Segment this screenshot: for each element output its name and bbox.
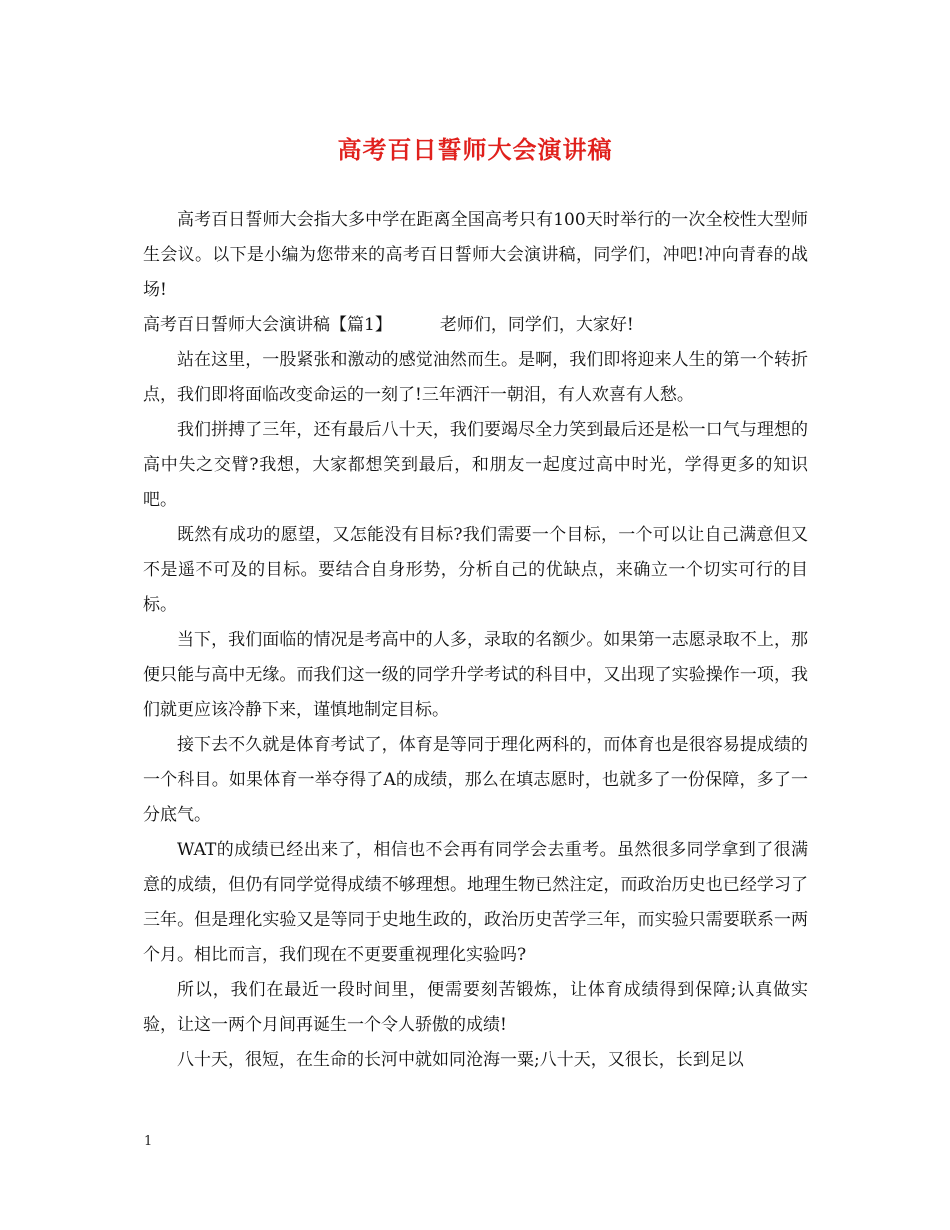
body-paragraph: 八十天，很短，在生命的长河中就如同沧海一粟;八十天，又很长，长到足以 [177,1050,744,1070]
body-paragraph: 接下去不久就是体育考试了，体育是等同于理化两科的，而体育也是很容易提成绩的一个科目。如果体育一举夺得了A的成绩，那么在填志愿时，也就多了一份保障，多了一分底气。 [143,735,808,825]
intro-paragraph: 高考百日誓师大会指大多中学在距离全国高考只有100天时举行的一次全校性大型师生会议。以下是小编为您带来的高考百日誓师大会演讲稿，同学们，冲吧!冲向青春的战场! [143,210,808,300]
body-paragraph: 站在这里，一股紧张和激动的感觉油然而生。是啊，我们即将迎来人生的第一个转折点，我们即将面临改变命运的一刻了!三年洒汗一朝泪，有人欢喜有人愁。 [143,350,808,405]
body-paragraph: 我们拼搏了三年，还有最后八十天，我们要竭尽全力笑到最后还是松一口气与理想的高中失之交臂?我想，大家都想笑到最后，和朋友一起度过高中时光，学得更多的知识吧。 [143,420,808,510]
body-paragraph: 既然有成功的愿望，又怎能没有目标?我们需要一个目标，一个可以让自己满意但又不是遥不可及的目标。要结合自身形势，分析自己的优缺点，来确立一个切实可行的目标。 [143,525,808,615]
section-heading: 高考百日誓师大会演讲稿【篇1】 [143,315,392,335]
section-heading-line [143,308,808,343]
body-paragraph: WAT的成绩已经出来了，相信也不会再有同学会去重考。虽然很多同学拿到了很满意的成绩，但仍有同学觉得成绩不够理想。地理生物已然注定，而政治历史也已经学习了三年。但是理化实验又是等同于史地生政的，政治历史苦学三年，而实验只需要联系一两个月。相比而言，我们现在不更要重视理化实验吗? [143,840,808,965]
body-paragraph: 当下，我们面临的情况是考高中的人多，录取的名额少。如果第一志愿录取不上，那便只能与高中无缘。而我们这一级的同学升学考试的科目中，又出现了实验操作一项，我们就更应该冷静下来，谨慎地制定目标。 [143,630,808,720]
document-body [143,203,808,1078]
body-paragraph: 所以，我们在最近一段时间里，便需要刻苦锻炼，让体育成绩得到保障;认真做实验，让这一两个月间再诞生一个令人骄傲的成绩! [143,980,808,1035]
greeting: 老师们，同学们，大家好! [439,315,634,335]
document-title: 高考百日誓师大会演讲稿 [337,135,613,164]
page-number: 1 [144,1134,153,1149]
